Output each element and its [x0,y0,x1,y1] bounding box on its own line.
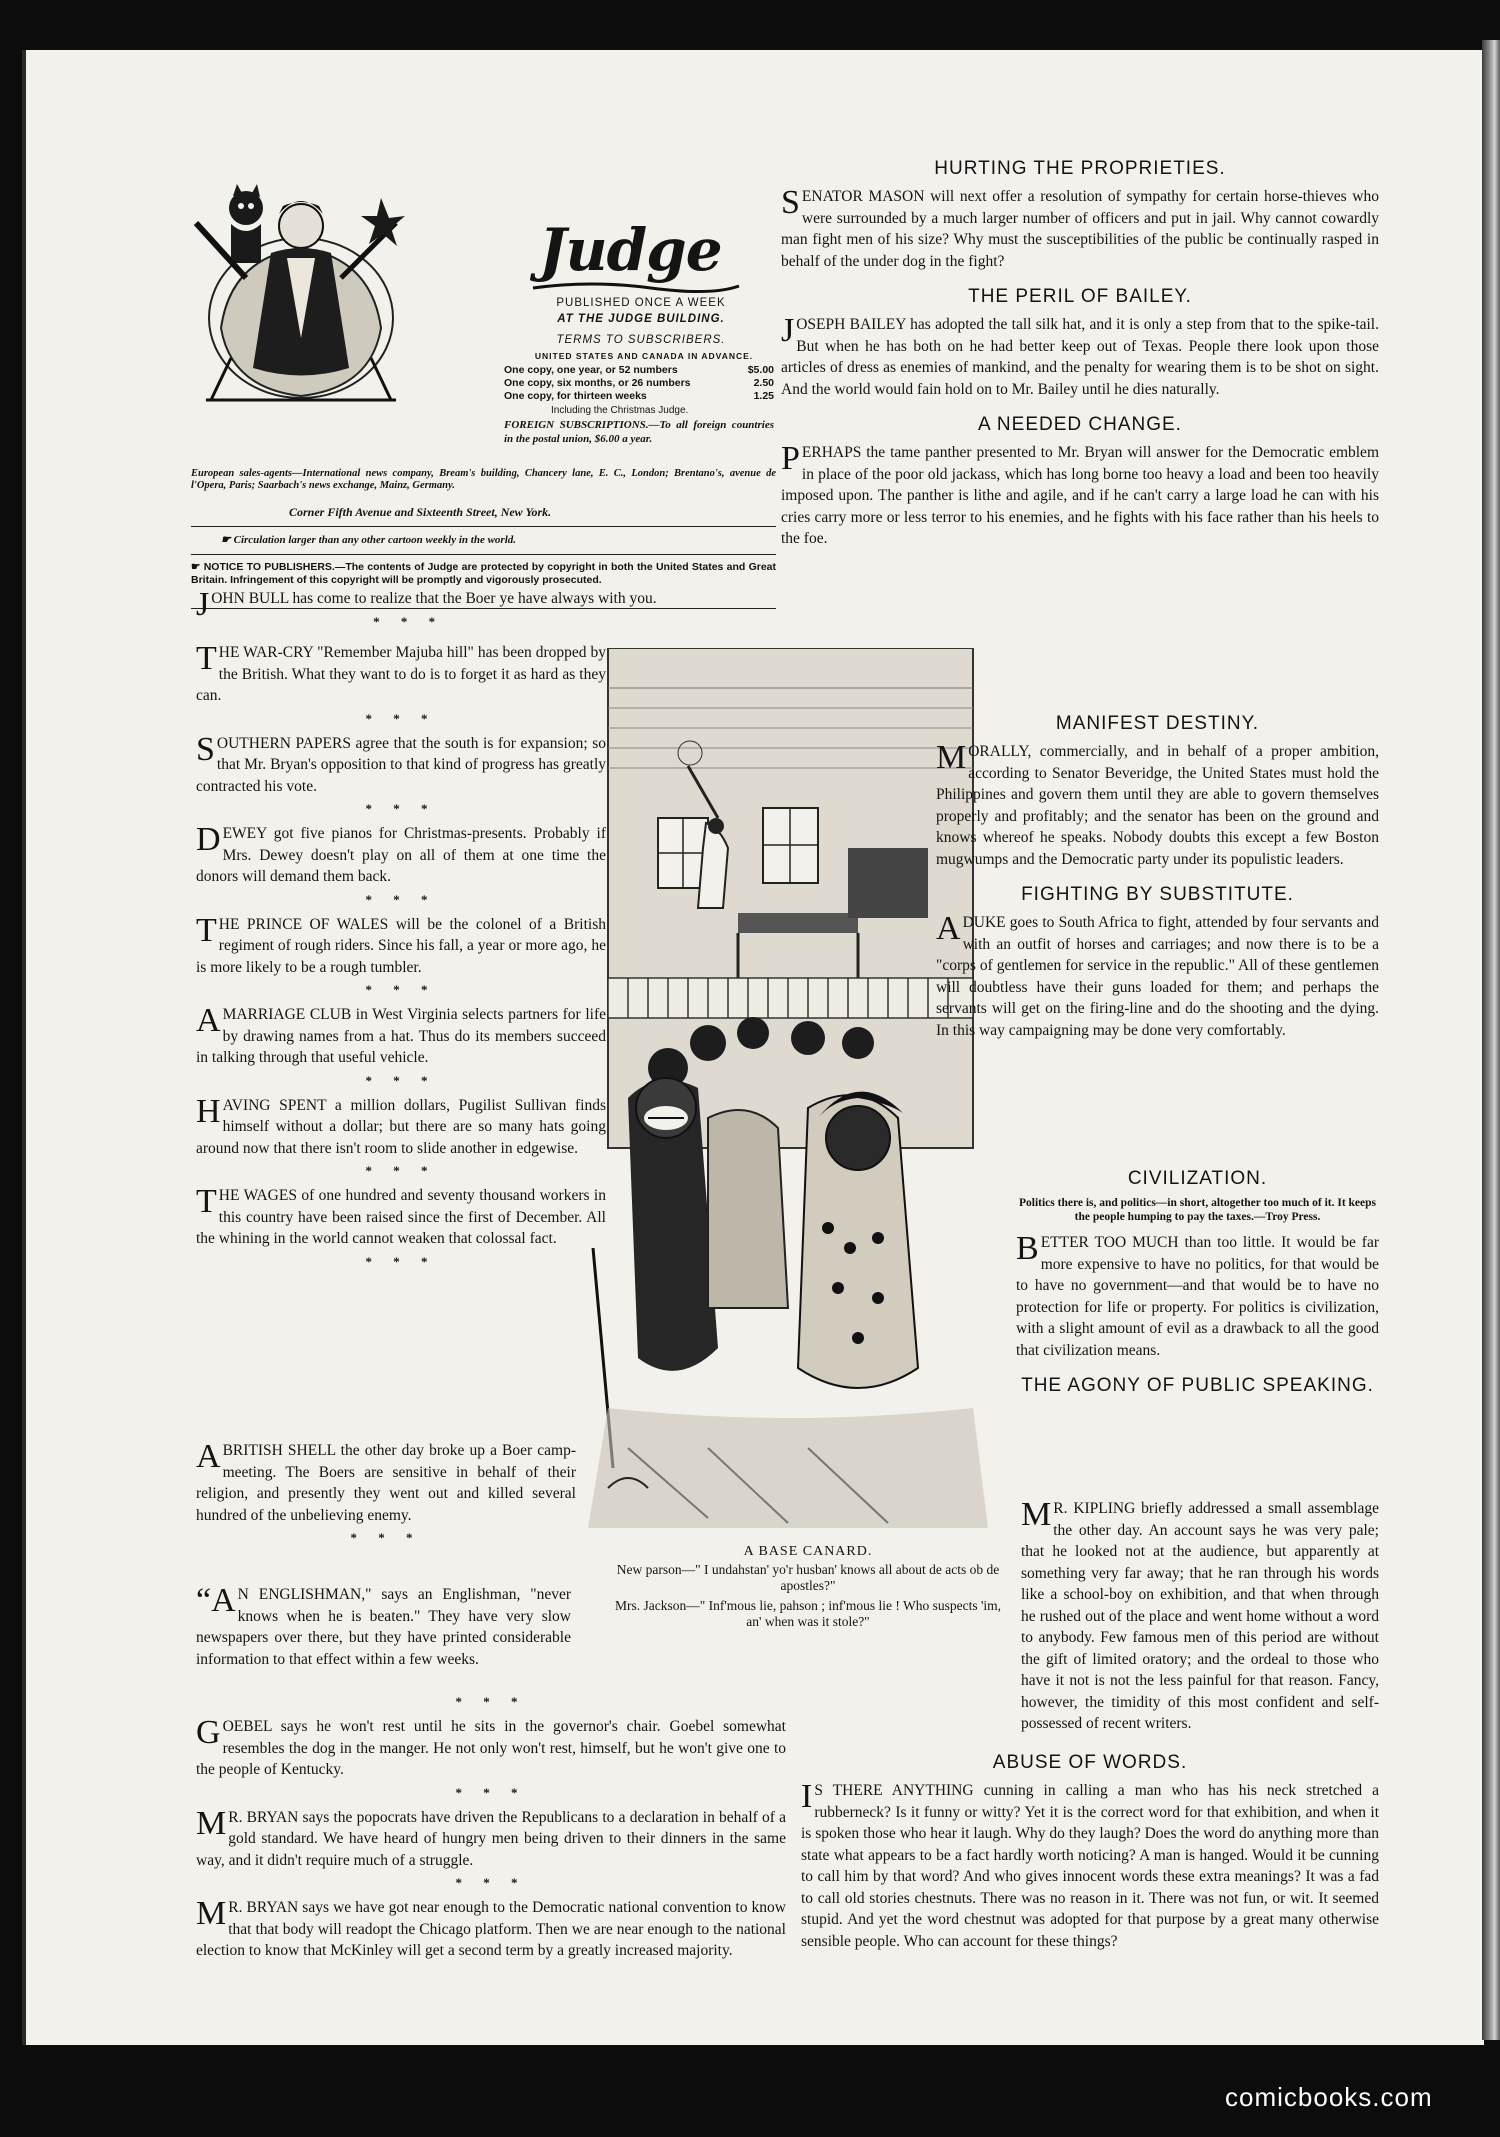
divider [191,554,776,555]
rate-row [504,390,774,403]
article-heading: THE AGONY OF PUBLIC SPEAKING. [1021,1375,1374,1396]
left-column-narrower [196,1440,576,1552]
paragraph [196,642,606,707]
drop-cap: T [196,911,217,949]
drop-cap: J [781,312,795,349]
circulation-text: Circulation larger than any other cartoon weekly in the world. [233,534,516,546]
article-text: ERHAPS the tame panther presented to Mr. Bryan will answer for the Democratic emblem in place of the poor old jackass, which has long borne too heavy a load and been too heavily imposed upon. The panther is lithe and agile, and if he can't carry a large load he can with his cries carry more or less terror to his enemies, and he fights with his face rather than his heels to the foe. [781,444,1379,547]
drop-cap: S [196,730,215,768]
drop-cap: D [196,821,221,858]
rates-table [504,364,774,403]
right-column-lower [1016,1168,1379,1403]
foreign-subscriptions: FOREIGN SUBSCRIPTIONS.—To all foreign countries in the postal union, $6.00 a year. [504,419,774,445]
article-heading: CIVILIZATION. [1127,1168,1268,1189]
drop-cap: M [1021,1496,1052,1533]
article-heading: MANIFEST DESTINY. [1055,713,1260,734]
paragraph [196,1440,576,1526]
article-body [781,314,1379,400]
drop-cap: M [936,739,967,776]
paragraph-text: R. BRYAN says the popocrats have driven the Republicans to a declaration in behalf of a gold standard. We have heard of hungry men being driven to their dinners in the same way, and it didn't require much of a struggle. [196,1808,786,1869]
right-column-agony [1021,1498,1379,1739]
published-line: PUBLISHED ONCE A WEEK [556,297,726,309]
separator-stars: * * * [455,1694,527,1709]
drop-cap: P [781,440,800,477]
paragraph-text: EWEY got five pianos for Christmas-presents. Probably if Mrs. Dewey doesn't play on all of them at one time the donors will demand them back. [196,825,606,885]
separator-stars: * * * [365,801,437,816]
rate-row [504,377,774,390]
paragraph [196,1584,571,1670]
cartoon-line-2: Mrs. Jackson—" Inf'mous lie, pahson ; inf'mous lie ! Who suspects 'im, an' when was it stole?" [614,1598,1002,1629]
separator-stars: * * * [455,1875,527,1890]
cartoon-line-1: New parson—" I undahstan' yo'r husban' knows all about de acts ob de apostles?" [616,1562,1000,1593]
paragraph-text: HE WAGES of one hundred and seventy thousand workers in this country have been raised since the first of December. All the whining in the world cannot weaken that colossal fact. [196,1187,606,1247]
paragraph-text: HE PRINCE OF WALES will be the colonel of a British regiment of rough riders. Since his fall, a year or more ago, he is more likely to be a rough tumbler. [196,915,606,976]
separator-stars: * * * [365,891,437,907]
judge-illustration [191,168,406,408]
left-column [196,588,781,636]
separator-stars: * * * [373,613,445,629]
notice-text: NOTICE TO PUBLISHERS.—The contents of Judge are protected by copyright in both the United States and Great Britain. Infringement of this copyright will be promptly and vigorously prosecuted. [191,561,776,586]
drop-cap: I [801,1778,813,1815]
article-body [936,912,1379,1041]
left-column-lower [196,1692,786,1966]
drop-cap: H [196,1092,221,1130]
separator-stars: * * * [365,1072,437,1088]
article-heading: ABUSE OF WORDS. [992,1752,1188,1773]
left-column-bottom [196,1584,571,1674]
rate-price: 2.50 [753,377,774,389]
article-body [1021,1498,1379,1735]
drop-cap: B [1016,1230,1039,1267]
magazine-page [22,50,1484,2045]
paragraph-text: R. BRYAN says we have got near enough to the Democratic national convention to know that that body will readopt the Chicago platform. Then we are near enough to the national election to know that McKinley will get a second term by a greatly increased majority. [196,1899,786,1959]
title-flourish-icon [531,280,741,296]
masthead [191,168,791,608]
cartoon-caption [608,1544,1008,1630]
rate-label: One copy, for thirteen weeks [504,390,647,402]
pointing-hand-icon: ☛ [191,561,201,573]
article-body [936,741,1379,870]
drop-cap: M [196,1895,227,1932]
article-heading: THE PERIL OF BAILEY. [968,286,1192,307]
article-body [781,186,1379,272]
article-text: S THERE ANYTHING cunning in calling a man who has his neck stretched a rubberneck? Is it funny or witty? Yet it is the correct word for that exhibition, and when it is spoken those who hear it laugh. Why do they laugh? Does the word do anything more than state what appears to be a fact hardly worth noticing? A man is hanged. Would it be cunning to call him by that word? And who gives innocent words these extra meanings? It was a fad to call old stories chestnuts. There was no reason in it. There was not fun, or wit. It seemed stupid. And yet the word chestnut was adopted for that purpose by a great many otherwise sensible people. Who can account for these things? [801,1782,1379,1950]
drop-cap: A [196,1002,221,1039]
paragraph [196,1185,606,1250]
article-body [781,442,1379,550]
drop-cap: T [196,640,217,677]
watermark: comicbooks.com [1225,2082,1433,2112]
sales-agents: European sales-agents—International news company, Bream's building, Chancery lane, E. C., London; Brentano's, avenue de l'Opera, Paris; Saarbach's news exchange, Mainz, Germany. [191,468,776,491]
paragraph-text: AVING SPENT a million dollars, Pugilist Sullivan finds himself without a dollar; but there are so many hats going around now that there isn't room to slide another in edgewise. [196,1096,606,1157]
paragraph-text: OHN BULL has come to realize that the Boer ye have always with you. [211,590,657,607]
address: Corner Fifth Avenue and Sixteenth Street, New York. [289,505,552,519]
paragraph [196,1897,786,1962]
drop-cap: G [196,1714,221,1751]
paragraph-text: N ENGLISHMAN," says an Englishman, "never knows when he is beaten." They have very slow newspapers over there, but they have printed considerable information to that effect within a few weeks. [196,1586,571,1668]
article-body [1016,1232,1379,1361]
paragraph [196,586,781,623]
paragraph [196,1716,786,1781]
article-epigraph: Politics there is, and politics—in short, altogether too much of it. It keeps the people humping to pay the taxes.—Troy Press. [1018,1197,1377,1223]
terms-title: TERMS TO SUBSCRIBERS. [556,334,726,346]
paragraph [196,1004,606,1069]
separator-stars: * * * [455,1784,527,1800]
rate-price: $5.00 [747,364,774,376]
separator-stars: * * * [365,1163,437,1178]
cartoon-title: A BASE CANARD. [743,1544,873,1559]
rate-row [504,364,774,377]
paragraph [196,1092,606,1160]
notice-to-publishers [191,561,776,587]
article-text: R. KIPLING briefly addressed a small assemblage the other day. An account says he was very pale; that he looked not at the audience, but apparently at something very far away; that he ran through his words like a school-boy on exhibition, and that when through he rushed out of the place and went home without a word to anybody. Few famous men of this period are without the gift of limited oratory; and the ordeal to those who have it not is not the less painful for that reason. Fancy, however, the timidity of this most confident and self-possessed of recent writers. [1021,1500,1379,1732]
separator-stars: * * * [365,1253,437,1269]
cartoon-illustration [588,648,993,1540]
page-spine [1482,40,1500,2040]
article-heading: A NEEDED CHANGE. [978,414,1182,435]
separator-stars: * * * [365,982,437,997]
rate-label: One copy, six months, or 26 numbers [504,377,691,389]
right-column-mid [936,713,1379,1045]
rates-note: Including the Christmas Judge. [551,405,689,416]
drop-cap: J [196,586,210,623]
article-heading: FIGHTING BY SUBSTITUTE. [1021,884,1294,905]
paragraph-text: OEBEL says he won't rest until he sits in the governor's chair. Goebel somewhat resembles the dog in the manger. He not only won't rest, himself, but he won't give one to the people of Kentucky. [196,1718,786,1778]
drop-cap: M [196,1804,227,1842]
paragraph-text: OUTHERN PAPERS agree that the south is for expansion; so that Mr. Bryan's opposition to that kind of progress has greatly contracted his vote. [196,734,606,795]
paragraph-text: MARRIAGE CLUB in West Virginia selects partners for life by drawing names from a hat. Thus do its members succeed in talking through that useful vehicle. [196,1006,606,1066]
circulation-note [221,533,741,547]
paragraph [196,823,606,888]
drop-cap: A [196,1438,221,1475]
article-text: DUKE goes to South Africa to fight, attended by four servants and with an outfit of horses and carriages; and now there is to be a "corps of gentlemen for service in the republic." All of these gentlemen will doubtless have their guns loaded for them; and perhaps the servants will get on the firing-line and do the shooting and the dying. In this way campaigning may be done very comfortably. [936,914,1379,1039]
article-heading: HURTING THE PROPRIETIES. [934,158,1226,179]
right-column-bottom [801,1752,1379,1956]
terms-subtitle: UNITED STATES AND CANADA IN ADVANCE. [534,351,754,361]
paragraph [196,730,606,798]
article-text: ORALLY, commercially, and in behalf of a proper ambition, according to Senator Beveridge, the United States must hold the Philippines and govern them until they are able to govern themselves properly and profitably; and the senator has been on the ground and knows whereof he speaks. Nobody doubts this except a few Boston mugwumps and the Democratic party under its populistic leaders. [936,743,1379,868]
separator-stars: * * * [350,1530,422,1545]
paragraph [196,911,606,979]
paragraph [196,1804,786,1872]
left-column-narrow [196,642,606,1276]
article-body [801,1780,1379,1952]
drop-cap: “A [196,1582,236,1619]
right-column-top [781,158,1379,554]
masthead-title: Judge [539,216,722,284]
article-text: OSEPH BAILEY has adopted the tall silk hat, and it is only a step from that to the spike-tail. But when he has both on he had better keep out of Texas. People there look upon those articles of dress as enemies of mankind, and the penalty for wearing them is to be shot on sight. And the world would fain hold on to Mr. Bailey until he dies naturally. [781,316,1379,398]
paragraph-text: HE WAR-CRY "Remember Majuba hill" has been dropped by the British. What they want to do is to forget it as hard as they can. [196,644,606,704]
rate-price: 1.25 [753,390,774,402]
rate-label: One copy, one year, or 52 numbers [504,364,678,376]
article-text: ETTER TOO MUCH than too little. It would be far more expensive to have no politics, for that would be to have no government—and that would be to have no protection for life or property. For politics is civilization, with a slight amount of evil as a drawback to all the good that civilization means. [1016,1234,1379,1359]
separator-stars: * * * [365,710,437,726]
article-text: ENATOR MASON will next offer a resolution of sympathy for certain horse-thieves who were surrounded by a much larger number of officers and put in jail. Why cannot cowardly man fight men of his size? Why must the susceptibilities of the public be continually rasped in behalf of the under dog in the fight? [781,188,1379,270]
drop-cap: T [196,1183,217,1220]
drop-cap: A [936,910,961,947]
drop-cap: S [781,184,800,221]
paragraph-text: BRITISH SHELL the other day broke up a Boer camp-meeting. The Boers are sensitive in behalf of their religion, and presently they went out and killed several hundred of the unbelieving enemy. [196,1442,576,1524]
divider [191,526,776,527]
building-line: AT THE JUDGE BUILDING. [557,313,725,325]
pointing-hand-icon: ☛ [221,534,231,546]
